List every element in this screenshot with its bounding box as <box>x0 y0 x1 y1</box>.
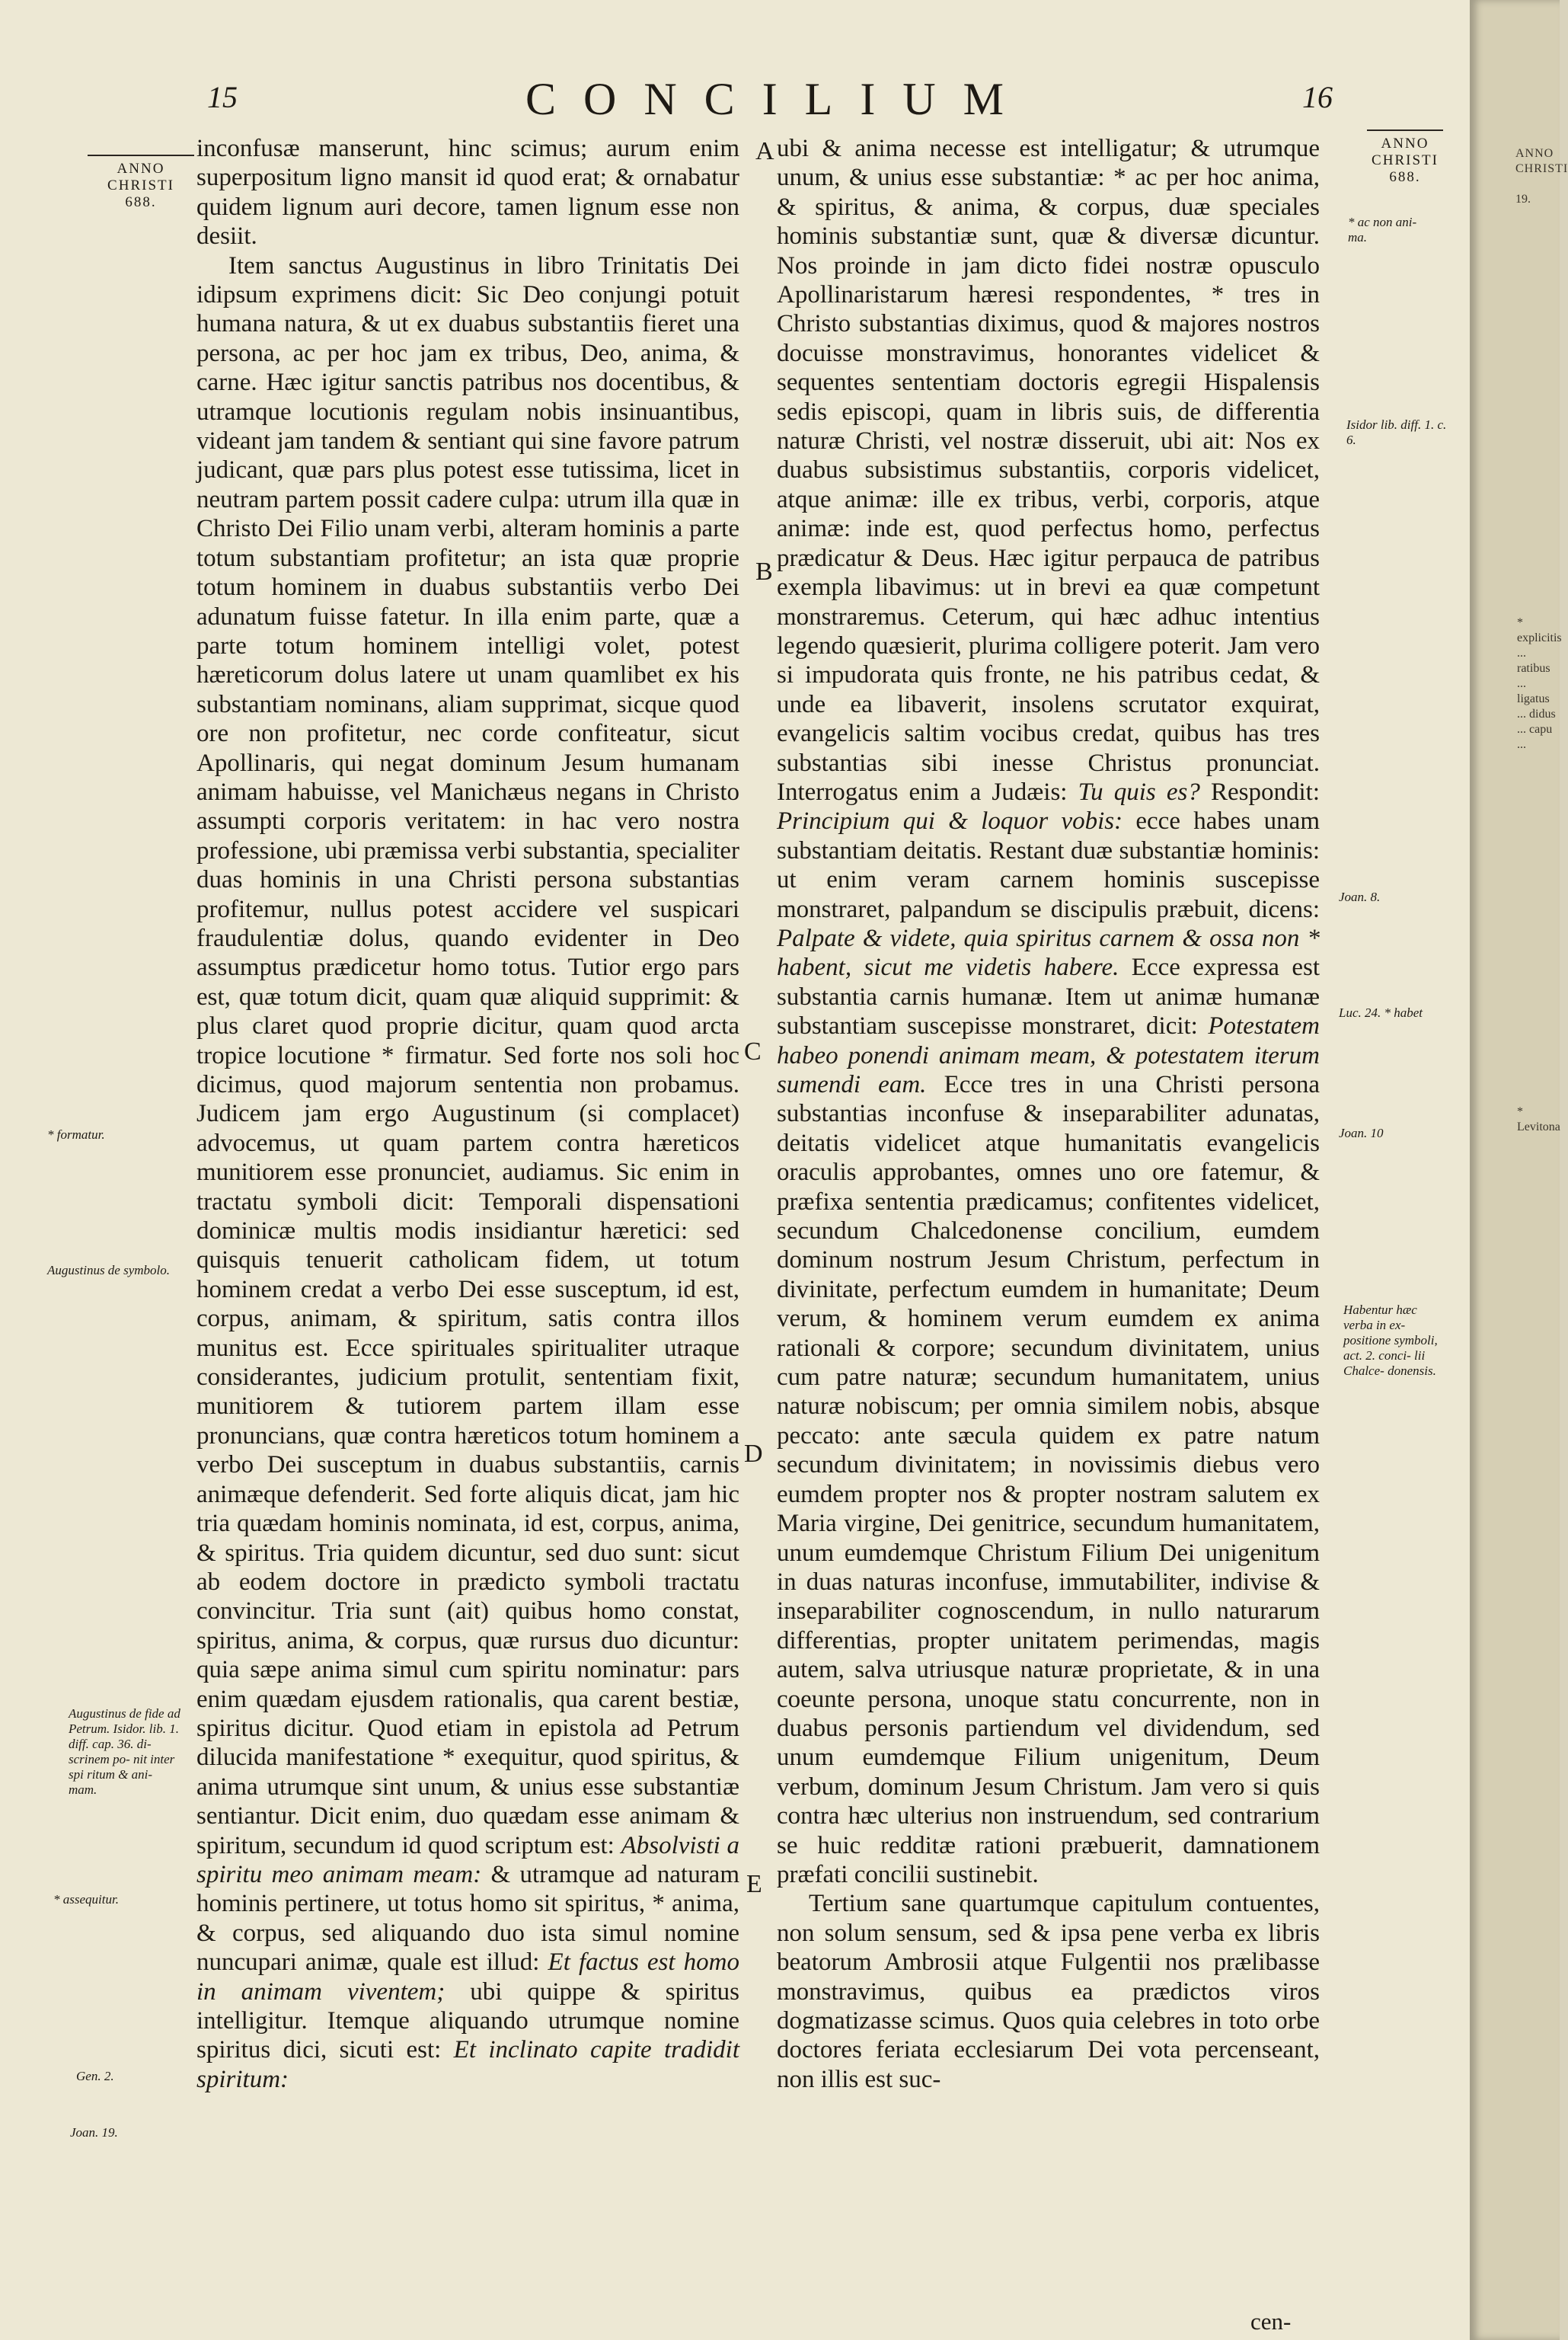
right-column <box>777 134 1320 2094</box>
header-rule <box>88 155 194 156</box>
text-run: & utramque ad naturam hominis pertinere, ut totus homo sit spiritus, * anima, & corpus, sed aliquando duo ista simul nomine nuncupari animæ, quale est illud: <box>196 1860 739 1977</box>
text-run: Ecce tres in una Christi persona substantias inconfuse & inseparabiliter adunatas, deitatis videlicet atque humanitatis evangelicis oraculis approbantes, omnes uno ore fatemur, & præfixa sententia prædicamus; confitentes videlicet, secundum Chalcedonense concilium, eumdem dominum nostrum Jesum Christum, perfectum in divinitate, perfectum eumdem in humanitate; Deum verum, & hominem verum eumdem ex anima rationali & corpore; secundum divinitatem, unius cum patre naturæ; secundum humanitatem, unius naturæ nobiscum; per omnia similem nobis, absque peccato: ante sæcula quidem ex patre natum secundum divinitatem; in novissimis diebus vero eumdem propter nos & propter nostram salutem ex Maria virgine, Dei genitrice, secundum humanitatem, unum eumdemque Christum Filium Dei unigenitum in duas naturas inconfuse, immutabiliter, indivise & inseparabiliter cognoscendum, in nullo naturarum differentias, propter unitatem perimendas, magis autem, salva utriusque naturæ proprietate, & in una coeunte persona, unoque statu concurrente, non in duabus personis partiendum vel dividendum, sed unum eumdemque Filium unigenitum, Deum verbum, dominum Jesum Christum. Jam vero si quis contra hæc ulterius non instruendum, sed contrarium se huic redditæ rationi præbuerit, damnationem præfati concilii sustinebit. <box>777 1071 1321 1888</box>
catchword: cen- <box>1250 2308 1292 2335</box>
edge-anno: ANNO CHRISTI <box>1515 147 1568 175</box>
page-number-left: 15 <box>207 80 238 114</box>
section-letter-c: C <box>744 1037 762 1066</box>
scripture-quote: Et factus est homo in animam viventem; <box>196 1948 739 2006</box>
margin-note-assequitur: * assequitur. <box>53 1892 119 1907</box>
header-rule <box>1367 129 1443 131</box>
scripture-quote: Palpate & videte, quia spiritus carnem & ossa non * habent, sicut me videtis habere. <box>777 924 1320 982</box>
anno-label: ANNO CHRISTI <box>1372 136 1439 168</box>
scripture-quote: Potestatem habeo ponendi animam meam, & potestatem iterum sumendi eam. <box>777 1012 1321 1098</box>
edge-note-1: * explicitis ... ratibus ... ligatus ... didus ... capu ... <box>1517 616 1562 751</box>
scripture-quote: Et inclinato capite tradidit spiritum: <box>196 2036 740 2093</box>
margin-note-joan8: Joan. 8. <box>1339 890 1381 904</box>
margin-note-non-anima: * ac non ani- ma. <box>1348 215 1417 245</box>
text-run: ubi & anima necesse est intelligatur; & utrumque unum, & unius esse substantiæ: * ac per hoc anima, & spiritus, & anima, & corpus, duæ speciales hominis substantiæ sunt, quæ & diversæ dicuntur. Nos proinde in jam dicto fidei nostræ opusculo Apollinaristarum hæresi respondentes, * tres in Christo substantias diximus, quod & majores nostros docuisse monstravimus, honorantes videlicet & sequentes sententiam doctoris egregii Hispalensis sedis episcopi, quam in libris suis, de differentia naturæ Christi, vel nostræ disseruit, ubi ait: Nos ex duabus subsistimus substantiis, corporis videlicet, atque animæ: ille ex tribus, verbi, corporis, atque animæ: inde est, quod perfectus homo, perfectus prædicatur & Deus. Hæc igitur perpauca de patribus exempla libavimus: ut in brevi ea quæ competunt monstraremus. Ceterum, qui hæc adhuc intentius legendo quæsierit, plurima colligere poterit. Jam vero si impudorata quis fronte, ne his patribus cedat, & unde ea libaverit, insolens scrutator exquirat, evangelicis saltim vocibus credat, quibus has tres substantias sibi inesse Christus pronunciat. Interrogatus enim a Judæis: <box>777 135 1320 806</box>
next-page-edge <box>1470 0 1568 2340</box>
page-title: CONCILIUM <box>525 74 1031 124</box>
text-run: ubi quippe & spiritus intelligitur. Itemque aliquando utrumque nomine spiritus dici, sicuti est: <box>196 1977 739 2064</box>
section-letter-a: A <box>755 137 774 165</box>
paragraph: Tertium sane quartumque capitulum contuentes, non solum sensum, sed & ipsa pene verba ex libris beatorum Ambrosii atque Fulgentii nos prælibasse monstravimus, quibus ea prædictos viros dogmatizasse scimus. Quos quia celebres in toto orbe doctores feriata ecclesiarum Dei vota percenseant, non illis est suc- <box>777 1890 1320 2093</box>
section-letter-e: E <box>746 1870 762 1898</box>
margin-note-gen: Gen. 2. <box>76 2069 114 2083</box>
text-run: Ecce expressa est substantia carnis humanæ. Item ut animæ humanæ substantiam suscepisse monstraret, dicit: <box>777 954 1320 1041</box>
scripture-quote: Tu quis es? <box>1078 778 1200 806</box>
anno-christi-left <box>88 155 194 211</box>
anno-year: 688. <box>1389 169 1421 185</box>
scripture-quote: Absolvisti a spiritu meo animam meam: <box>196 1831 739 1888</box>
section-letter-b: B <box>755 558 773 586</box>
left-column <box>196 134 739 2094</box>
margin-note-formatur: * formatur. <box>47 1127 105 1142</box>
edge-year: 19. <box>1515 193 1531 206</box>
paragraph <box>196 251 739 2095</box>
anno-label: ANNO CHRISTI <box>107 161 174 193</box>
margin-note-isidor: Isidor lib. diff. 1. c. 6. <box>1346 417 1447 447</box>
anno-christi-right <box>1367 129 1443 186</box>
section-letter-d: D <box>744 1440 763 1468</box>
running-head <box>0 73 1470 126</box>
margin-note-joan19: Joan. 19. <box>70 2125 118 2140</box>
scripture-quote: Principium qui & loquor vobis: <box>777 807 1123 836</box>
text-run: Respondit: <box>1211 778 1321 806</box>
margin-note-joan10: Joan. 10 <box>1339 1126 1384 1140</box>
paragraph: inconfusæ manserunt, hinc scimus; aurum enim superpositum ligno mansit id quod erat; & ornabatur quidem lignum auri decore, tamen lignum esse non desiit. <box>196 135 739 251</box>
margin-note-habentur: Habentur hæc verba in ex- positione symboli, act. 2. conci- lii Chalce- donensis. <box>1343 1303 1438 1378</box>
margin-note-fide: Augustinus de fide ad Petrum. Isidor. lib. 1. diff. cap. 36. di- scrinem po- nit inter spi ritum & ani- mam. <box>69 1706 180 1797</box>
paragraph <box>777 134 1320 1889</box>
edge-note-2: * Levitona <box>1517 1105 1560 1133</box>
margin-note-luc24: Luc. 24. * habet <box>1339 1005 1423 1020</box>
margin-note-symbolo: Augustinus de symbolo. <box>47 1263 171 1277</box>
text-run: ecce habes unam substantiam deitatis. Restant duæ substantiæ hominis: ut enim veram carnem hominis suscepisse monstraret, palpandum se discipulis præbuit, dicens: <box>777 807 1320 923</box>
page-number-right: 16 <box>1302 80 1333 114</box>
text-run: Item sanctus Augustinus in libro Trinitatis Dei idipsum exprimens dicit: Sic Deo conjungi potuit humana natura, & ut ex duabus substantiis fieret una persona, ac per hoc jam ex tribus, Deo, anima, & carne. Hæc igitur sanctis patribus nos docentibus, & utramque locutionis regulam nobis insinuantibus, videant jam tandem & sentiant qui sine favore patrum judicant, quæ pars plus potest esse tutissima, licet in neutram partem possit cadere culpa: utrum illa quæ in Christo Dei Filio unam verbi, alteram hominis a parte totum substantiam profitetur; an ista quæ proprie totum hominem in duabus substantiis verbo Dei adunatum fuisse fatetur. In illa enim parte, quæ a parte totum hominem intelligi volet, potest hæreticorum dolus latere ut unam quamlibet ex his substantiam nominans, aliam supprimat, sicque quod ore non profitetur, nec corde confiteatur, sicut Apollinaris, qui negat dominum Jesum humanam animam habuisse, vel Manichæus negans in Christo assumpti corporis veritatem: in hac vero nostra professione, ubi præmissa verbi substantia, specialiter duas hominis in una Christi persona substantias profitemur, nullus potest accidere vel suspicari fraudulentiæ dolus, quando evidenter in Deo assumptus prædicetur homo totus. Tutior ergo pars est, quæ totum dicit, quam quæ aliquid supprimit: & plus claret quod proprie dicitur, quam quod arcta tropice locutione * firmatur. Sed forte nos soli hoc dicimus, quod majorum sententia non probamus. Judicem jam ergo Augustinum (si complacet) advocemus, ut quam partem contra hæreticos munitiorem esse pronunciet, audiamus. Sic enim in tractatu symboli dicit: Temporali dispensationi dominicæ multis modis insidiantur hæretici: sed quisquis tenuerit catholicam fidem, ut totum hominem credat a verbo Dei esse susceptum, id est, corpus, animam, & spiritum, satis contra illos munitus est. Ecce spirituales spiritualiter utraque considerantes, judicium protulit, sententiam fixit, munitiorem & tutiorem partem illam esse pronuncians, quæ contra hæreticos totum hominem a verbo Dei susceptum in duabus substantiis, carnis animæque defenderit. Sed forte aliquis dicat, jam hic tria quædam hominis nominata, id est, corpus, anima, & spiritus. Tria quidem dicuntur, sed duo sunt: sicut ab eodem doctore in prædicto symboli tractatu convincitur. Tria sunt (ait) quibus homo constat, spiritus, anima, & corpus, quæ rursus duo dicuntur: quia sæpe anima simul cum spiritu nominatur: pars enim quædam ejusdem rationalis, qua carent bestiæ, spiritus dicitur. Quod etiam in epistola ad Petrum dilucida manifestatione * exequitur, quod spiritus, & anima utrumque sint unum, & unius esse substantiæ sentiantur. Dicit enim, duo quædam esse animam & spiritum, secundum id quod scriptum est: <box>196 251 739 1859</box>
anno-year: 688. <box>125 194 157 210</box>
